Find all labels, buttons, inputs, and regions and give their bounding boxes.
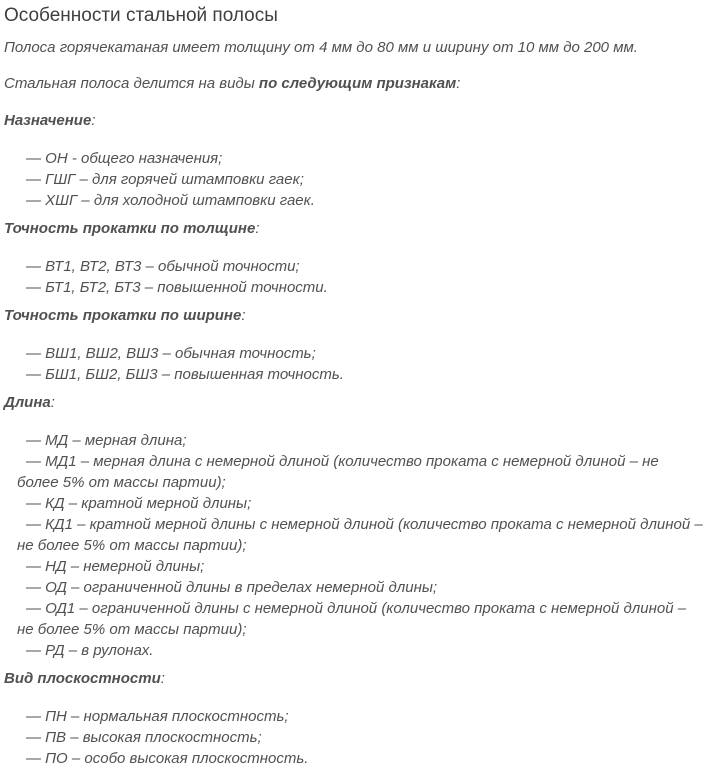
list-item: — ОН - общего назначения; [26,150,223,167]
list-item: — ПН – нормальная плоскостность; [26,708,289,725]
list-item: — ПО – особо высокая плоскостность. [26,750,309,767]
section-heading-naznachenie: Назначение: [4,112,96,129]
list-item: — РД – в рулонах. [26,642,154,659]
section-list-ploskostnost [17,706,704,769]
section-heading-ploskostnost: Вид плоскостности: [4,670,165,687]
article [4,4,704,769]
page-title: Особенности стальной полосы [4,5,278,26]
lead-bold-phrase: по следующим признакам [258,75,457,92]
lead-paragraph [4,73,704,94]
list-item: — ВТ1, ВТ2, ВТ3 – обычной точности; [26,258,300,275]
list-item: — НД – немерной длины; [26,558,205,575]
section-list-tochnost-shirina [17,343,704,385]
list-item: — ПВ – высокая плоскостность; [26,729,262,746]
lead-prefix: Стальная полоса делится на виды [4,75,259,92]
section-list-tochnost-tolschina [17,256,704,298]
list-item: — ОД1 – ограниченной длины с немерной длиной (количество проката с немерной длиной – не более 5% от массы партии); [17,600,687,638]
list-item: — МД – мерная длина; [26,432,187,449]
list-item: — КД1 – кратной мерной длины с немерной длиной (количество проката с немерной длиной – не более 5% от массы партии); [17,516,703,554]
list-item: — КД – кратной мерной длины; [26,495,252,512]
section-list-dlina [17,430,704,661]
section-heading-tochnost-tolschina: Точность прокатки по толщине: [4,220,260,237]
list-item: — ОД – ограниченной длины в пределах немерной длины; [26,579,438,596]
list-item: — ГШГ – для горячей штамповки гаек; [26,171,304,188]
list-item: — БШ1, БШ2, БШ3 – повышенная точность. [26,366,344,383]
list-item: — БТ1, БТ2, БТ3 – повышенной точности. [26,279,328,296]
section-heading-dlina: Длина: [4,394,55,411]
section-heading-tochnost-shirina: Точность прокатки по ширине: [4,307,246,324]
lead-suffix: : [456,75,461,92]
section-list-naznachenie [17,148,704,211]
list-item: — ВШ1, ВШ2, ВШ3 – обычная точность; [26,345,316,362]
list-item: — МД1 – мерная длина с немерной длиной (количество проката с немерной длиной – не более 5% от массы партии); [17,453,659,491]
list-item: — ХШГ – для холодной штамповки гаек. [26,192,315,209]
intro-paragraph: Полоса горячекатаная имеет толщину от 4 мм до 80 мм и ширину от 10 мм до 200 мм. [4,39,638,56]
